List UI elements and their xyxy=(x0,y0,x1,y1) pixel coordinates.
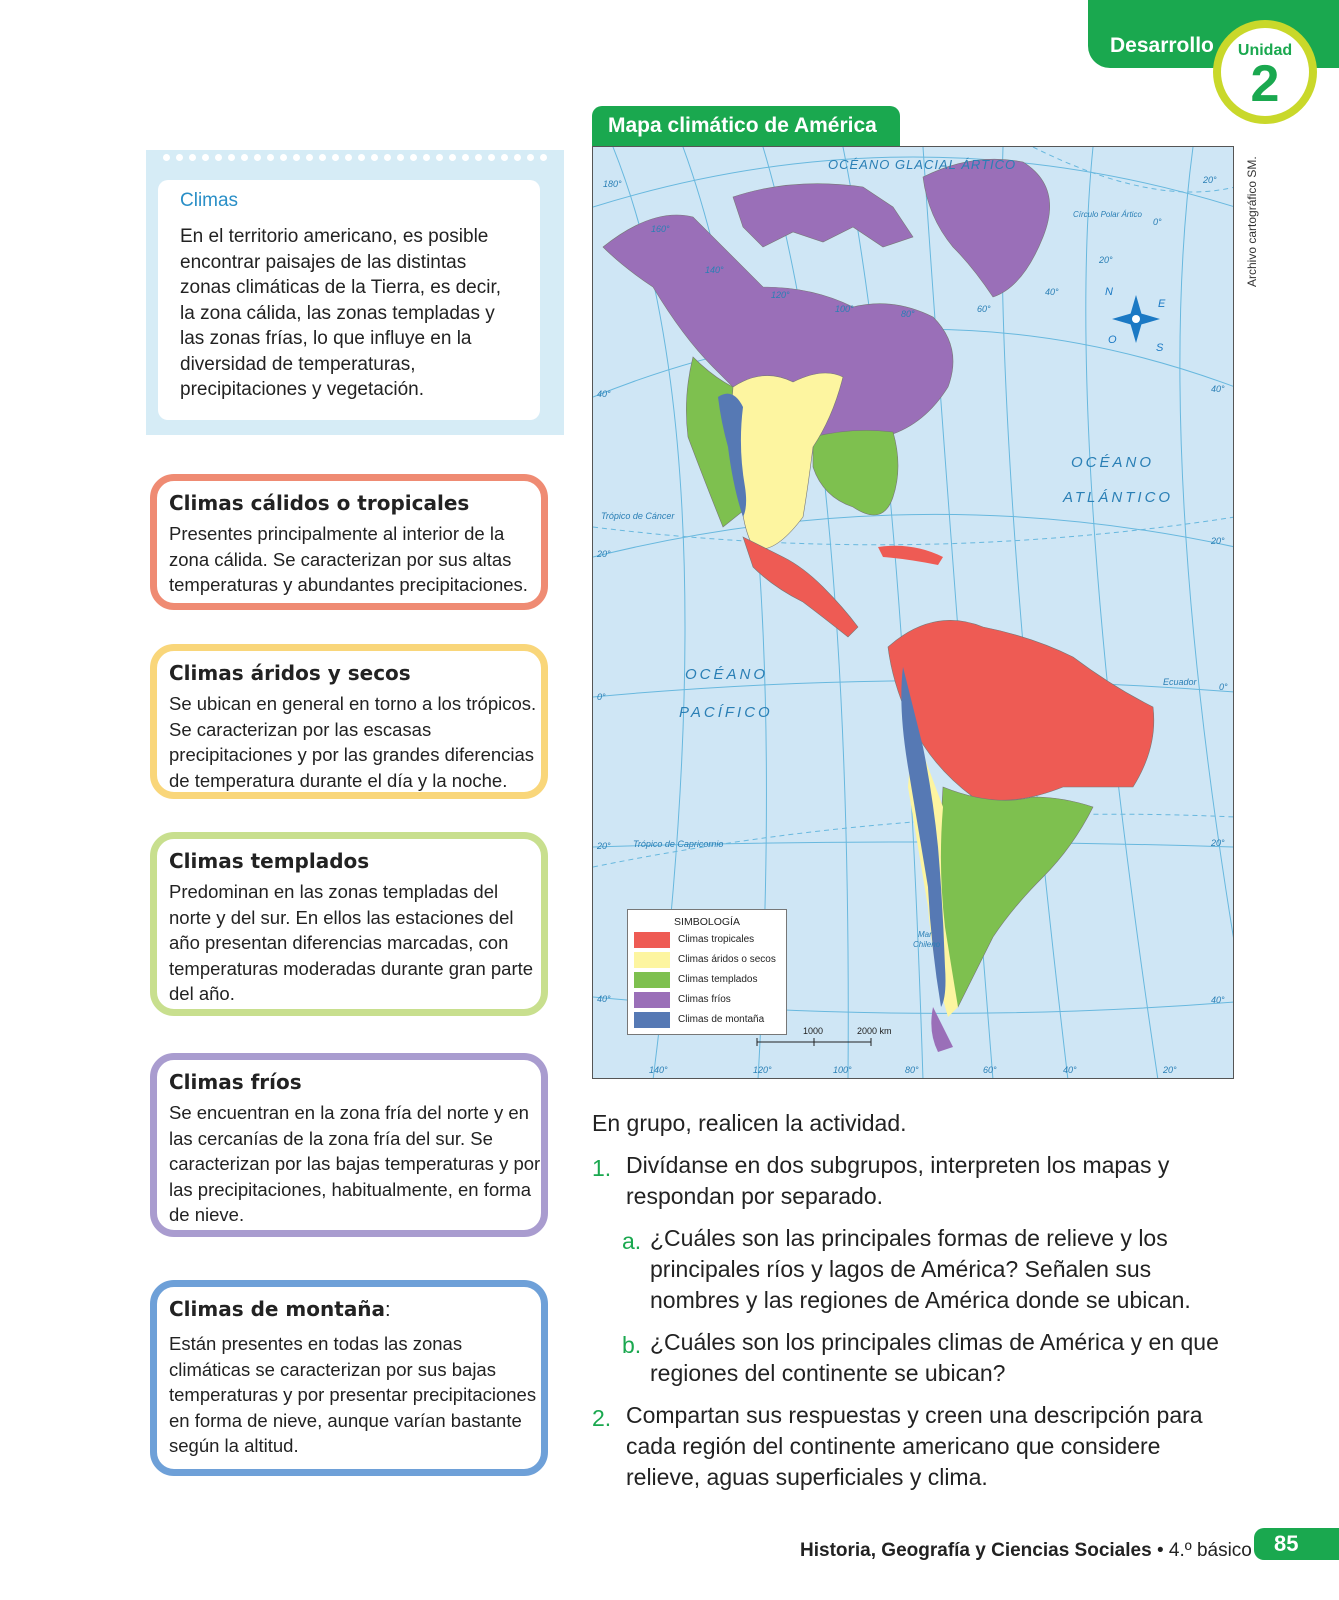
capricorn-label: Trópico de Capricornio xyxy=(633,839,724,849)
page-number-badge xyxy=(1254,1528,1339,1560)
scale-mid: 1000 xyxy=(803,1026,824,1036)
lat-label: 40° xyxy=(597,994,611,1004)
pacific-label-2: PACÍFICO xyxy=(679,704,773,721)
lon-label: 80° xyxy=(901,309,915,319)
legend-label: Climas templados xyxy=(678,974,758,985)
climate-text: Se ubican en general en torno a los trópicos. Se caracterizan por las escasas precipitaciones y por las grandes diferencias de temperatura durante el día y la noche. xyxy=(169,693,537,791)
footer-subject xyxy=(800,1540,1252,1562)
compass-n: N xyxy=(1105,286,1113,298)
activity-subitem: ¿Cuáles son las principales formas de relieve y los principales ríos y lagos de América? Señalen sus nombres y las regiones de América donde se ubican. xyxy=(650,1225,1191,1313)
lon-label: 20° xyxy=(1099,255,1113,265)
legend-label: Climas tropicales xyxy=(678,934,755,945)
legend-title: SIMBOLOGÍA xyxy=(674,916,740,928)
footer-grade: 4.º básico xyxy=(1168,1540,1252,1561)
lon-label: 140° xyxy=(705,265,724,275)
lon-label: 160° xyxy=(651,224,670,234)
climate-box-arid xyxy=(150,644,548,799)
lat-label: 40° xyxy=(1211,384,1225,394)
lon-label: 120° xyxy=(753,1065,772,1075)
climate-box-mountain xyxy=(150,1280,548,1476)
footer-subject-name: Historia, Geografía y Ciencias Sociales xyxy=(800,1540,1152,1561)
compass-s: S xyxy=(1156,342,1164,354)
page-number: 85 xyxy=(1274,1531,1299,1556)
activity-item: Compartan sus respuestas y creen una descripción para cada región del continente americano que considere relieve, aguas superficiales y clima. xyxy=(626,1402,1203,1490)
activity-intro: En grupo, realicen la actividad. xyxy=(592,1110,907,1136)
unit-badge xyxy=(1213,20,1317,124)
lon-label: 40° xyxy=(1045,287,1059,297)
scale-end: 2000 km xyxy=(857,1026,892,1036)
legend-swatch xyxy=(634,972,670,988)
item-number: 2. xyxy=(592,1405,612,1431)
lon-label: 100° xyxy=(833,1065,852,1075)
mar-chileno-label-1: Mar xyxy=(918,930,932,939)
legend-label: Climas fríos xyxy=(678,994,731,1005)
climate-title: Climas fríos xyxy=(169,1070,302,1094)
climate-title-suffix: : xyxy=(385,1299,391,1321)
legend-label: Climas de montaña xyxy=(678,1014,765,1025)
climate-text: Presentes principalmente al interior de la zona cálida. Se caracterizan por sus altas temperaturas y abundantes precipitaciones. xyxy=(169,523,528,595)
lon-label: 20° xyxy=(1163,1065,1177,1075)
map-credit xyxy=(1242,150,1260,290)
climate-box-tropical xyxy=(150,474,548,610)
legend-swatch xyxy=(634,992,670,1008)
unit-label: Unidad xyxy=(1237,42,1293,59)
lon-label: 140° xyxy=(649,1065,668,1075)
ecuador-label: Ecuador xyxy=(1163,677,1197,687)
lon-label: 0° xyxy=(1153,217,1162,227)
legend-swatch xyxy=(634,952,670,968)
lon-label: 80° xyxy=(905,1065,919,1075)
pacific-label-1: OCÉANO xyxy=(685,666,769,683)
lat-label: 40° xyxy=(597,389,611,399)
legend-swatch xyxy=(634,1012,670,1028)
lon-label: 180° xyxy=(603,179,622,189)
note-body: En el territorio americano, es posible encontrar paisajes de las distintas zonas climáticas de la Tierra, es decir, la zona cálida, las zonas templadas y las zonas frías, lo que influye en la diversidad de temperaturas, precipitaciones y vegetación. xyxy=(180,226,502,400)
map-title: Mapa climático de América xyxy=(608,114,877,137)
lon-label: 40° xyxy=(1063,1065,1077,1075)
unit-number: 2 xyxy=(1250,55,1280,113)
lon-label: 100° xyxy=(835,304,854,314)
activity-item: Divídanse en dos subgrupos, interpreten los mapas y respondan por separado. xyxy=(626,1152,1170,1209)
map-legend xyxy=(627,909,787,1035)
climate-title: Climas cálidos o tropicales xyxy=(169,491,470,515)
climate-text: Están presentes en todas las zonas climáticas se caracterizan por sus bajas temperaturas y por presentar precipitaciones en forma de nieve, aunque varían bastante según la altitud. xyxy=(169,1333,537,1456)
lat-label: 20° xyxy=(597,841,611,851)
item-letter: a. xyxy=(622,1228,642,1254)
atlantic-label-1: OCÉANO xyxy=(1071,454,1155,471)
lon-label: 120° xyxy=(771,290,790,300)
climate-box-cold xyxy=(150,1053,548,1237)
legend-label: Climas áridos o secos xyxy=(678,954,776,965)
lon-label: 60° xyxy=(983,1065,997,1075)
map-credit-text: Archivo cartográfico SM. xyxy=(1245,156,1259,287)
compass-e: E xyxy=(1158,298,1166,310)
climate-text: Se encuentran en la zona fría del norte y en las cercanías de la zona fría del sur. Se caracterizan por las bajas temperaturas y por las precipitaciones, habitualmente, en forma de nieve. xyxy=(169,1102,541,1225)
climate-title-text: Climas de montaña xyxy=(169,1297,386,1321)
arctic-label: OCÉANO GLACIAL ÁRTICO xyxy=(828,157,1017,172)
legend-swatch xyxy=(634,932,670,948)
item-number: 1. xyxy=(592,1155,612,1181)
footer-bullet: • xyxy=(1156,1540,1164,1561)
map-title-tab xyxy=(592,106,900,148)
lat-label: 0° xyxy=(1219,682,1228,692)
climate-title: Climas áridos y secos xyxy=(169,661,411,685)
notebook-holes xyxy=(146,154,564,168)
note-title: Climas xyxy=(180,190,239,211)
section-title: Desarrollo xyxy=(1110,34,1214,57)
climate-text: Predominan en las zonas templadas del norte y del sur. En ellos las estaciones del año presentan diferencias marcadas, con temperaturas moderadas durante gran parte del año. xyxy=(169,881,534,1004)
climate-box-temperate xyxy=(150,832,548,1016)
lat-label: 20° xyxy=(1211,838,1225,848)
lon-label: 60° xyxy=(977,304,991,314)
lat-label: 40° xyxy=(1211,995,1225,1005)
climate-map xyxy=(592,146,1234,1079)
climate-title: Climas templados xyxy=(169,849,370,873)
lat-label: 0° xyxy=(597,692,606,702)
cancer-label: Trópico de Cáncer xyxy=(601,511,675,521)
lon-label: 20° xyxy=(1203,175,1217,185)
lat-label: 20° xyxy=(597,549,611,559)
climate-title xyxy=(169,1297,391,1322)
polar-circle-label: Círculo Polar Ártico xyxy=(1073,210,1142,219)
mar-chileno-label-2: Chileno xyxy=(913,940,941,949)
atlantic-label-2: ATLÁNTICO xyxy=(1063,489,1174,506)
climas-note-card xyxy=(146,150,564,435)
item-letter: b. xyxy=(622,1332,642,1358)
compass-o: O xyxy=(1108,334,1117,346)
activity-subitem: ¿Cuáles son los principales climas de América y en que regiones del continente se ubican? xyxy=(650,1329,1219,1386)
lat-label: 20° xyxy=(1211,536,1225,546)
